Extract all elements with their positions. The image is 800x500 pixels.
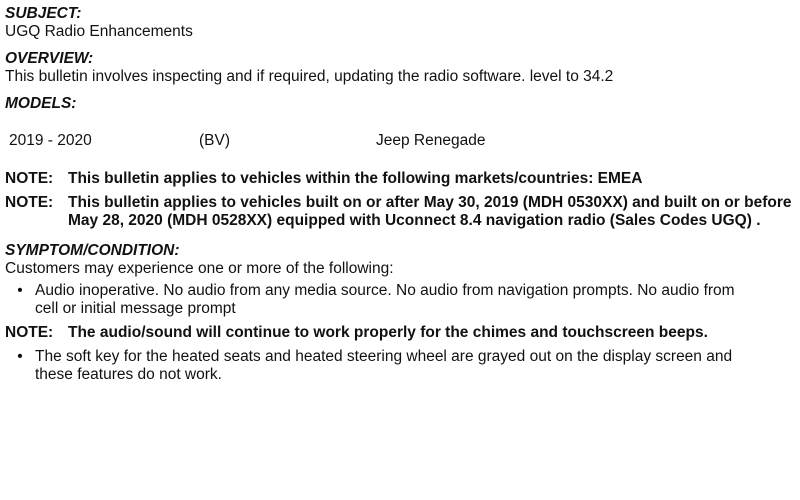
bulletin-page xyxy=(5,5,795,390)
bullet-icon: • xyxy=(17,348,23,365)
note-text: This bulletin applies to vehicles built on or after May 30, 2019 (MDH 0530XX) and built on or before May 28, 2020 (MDH 0528XX) equipped with Uconnect 8.4 navigation radio (Sales Codes UGQ) . xyxy=(68,194,792,229)
note-label: NOTE: xyxy=(5,324,54,341)
symptom-bullet xyxy=(5,348,795,384)
overview-section xyxy=(5,50,795,86)
subject-section xyxy=(5,5,795,41)
note-label: NOTE: xyxy=(5,170,54,187)
note-label: NOTE: xyxy=(5,194,54,211)
note-text: The audio/sound will continue to work properly for the chimes and touchscreen beeps. xyxy=(68,324,708,341)
symptom-section xyxy=(5,242,795,384)
models-section xyxy=(5,95,795,150)
symptom-bullet xyxy=(5,282,795,318)
overview-text: This bulletin involves inspecting and if required, updating the radio software. level to 34.2 xyxy=(5,68,614,85)
bullet-icon: • xyxy=(17,282,23,299)
models-label: MODELS: xyxy=(5,95,77,112)
bullet-text: The soft key for the heated seats and heated steering wheel are grayed out on the display screen and these features do not work. xyxy=(35,348,733,383)
note-audio xyxy=(5,324,795,342)
bullet-text: Audio inoperative. No audio from any media source. No audio from navigation prompts. No audio from cell or initial message prompt xyxy=(35,282,735,317)
note-markets xyxy=(5,170,795,188)
subject-label: SUBJECT: xyxy=(5,5,82,22)
symptom-label: SYMPTOM/CONDITION: xyxy=(5,242,180,259)
model-years: 2019 - 2020 xyxy=(9,132,92,149)
overview-label: OVERVIEW: xyxy=(5,50,94,67)
model-name: Jeep Renegade xyxy=(376,132,486,149)
note-build-dates xyxy=(5,194,795,230)
symptom-intro: Customers may experience one or more of the following: xyxy=(5,260,394,277)
model-code: (BV) xyxy=(199,132,230,149)
models-row xyxy=(5,131,795,150)
subject-text: UGQ Radio Enhancements xyxy=(5,23,193,40)
note-text: This bulletin applies to vehicles within the following markets/countries: EMEA xyxy=(68,170,643,187)
